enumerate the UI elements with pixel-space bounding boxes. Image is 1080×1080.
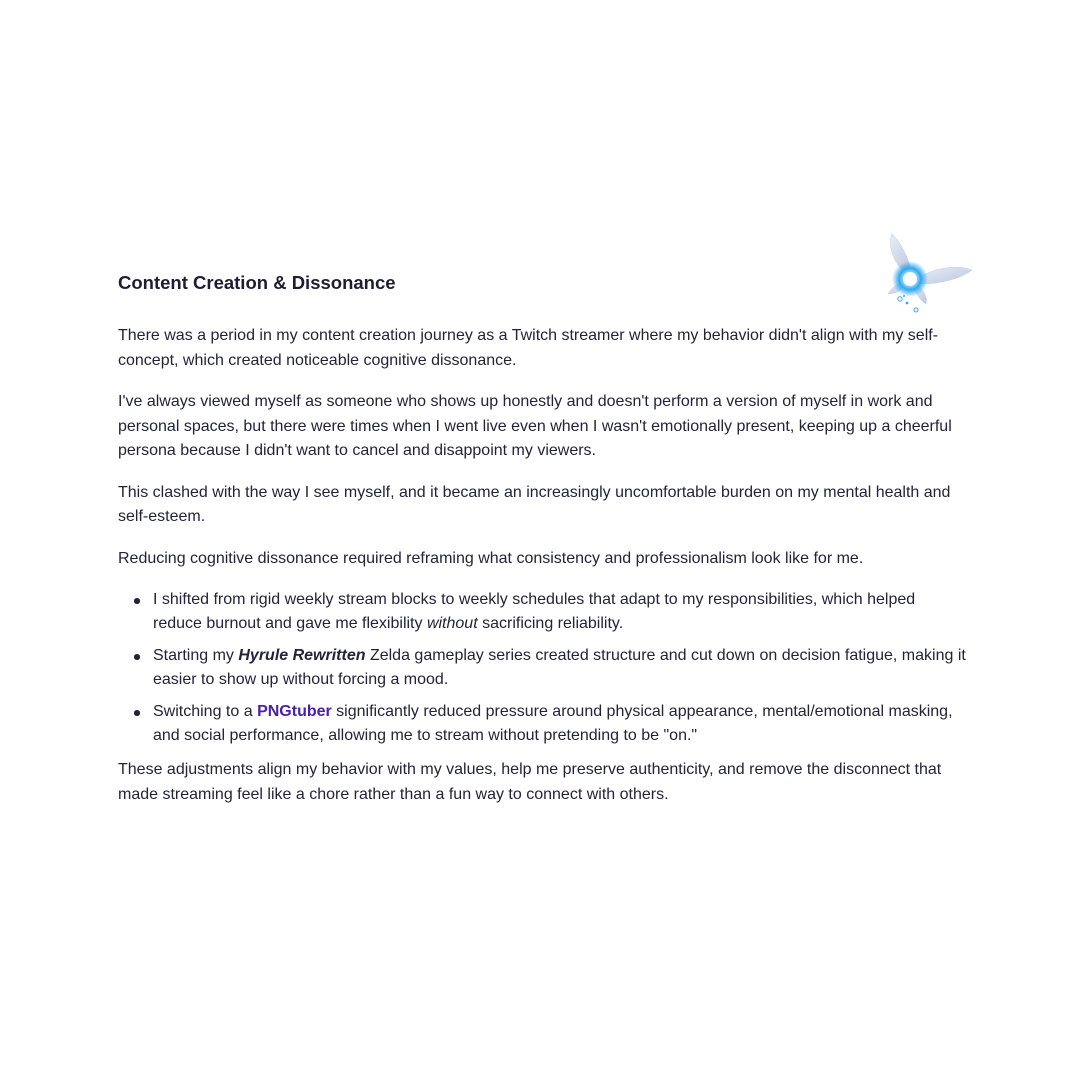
list-item-schedule	[153, 588, 968, 636]
pngtuber-link[interactable]: PNGtuber	[257, 703, 332, 720]
list-item-text: I shifted from rigid weekly stream blocks to weekly schedules that adapt to my responsibilities, which helped reduce burnout and gave me flexibility	[153, 591, 916, 632]
document-body	[118, 270, 968, 824]
paragraph-closing: These adjustments align my behavior with my values, help me preserve authenticity, and remove the disconnect that made streaming feel like a chore rather than a fun way to connect with others.	[118, 761, 942, 803]
paragraph-clash: This clashed with the way I see myself, and it became an increasingly uncomfortable burden on my mental health and self-esteem.	[118, 483, 951, 525]
paragraph-self-view: I've always viewed myself as someone who shows up honestly and doesn't perform a version of myself in work and personal spaces, but there were times when I went live even when I wasn't emotionally present, keeping up a cheerful persona because I didn't want to cancel and disappoint my viewers.	[118, 393, 952, 459]
list-item-text: Switching to a	[153, 703, 258, 720]
list-item-emphasis: without	[426, 615, 478, 632]
list-item-text: Zelda gameplay series created structure and cut down on decision fatigue, making it easier to show up without forcing a mood.	[153, 647, 966, 688]
paragraph-intro: There was a period in my content creation journey as a Twitch streamer where my behavior didn't align with my self-concept, which created noticeable cognitive dissonance.	[118, 327, 939, 369]
series-title: Hyrule Rewritten	[238, 647, 366, 664]
list-item-series	[153, 644, 968, 692]
list-item-text: sacrificing reliability.	[477, 615, 624, 632]
list-item-text: Starting my	[153, 647, 239, 664]
list-item-text: significantly reduced pressure around physical appearance, mental/emotional masking, and social performance, allowing me to stream without pretending to be "on."	[153, 703, 953, 744]
paragraph-reframing: Reducing cognitive dissonance required reframing what consistency and professionalism look like for me.	[118, 549, 864, 567]
fairy-icon	[884, 232, 976, 318]
adjustments-list	[118, 588, 968, 748]
list-item-pngtuber	[153, 700, 968, 748]
section-title: Content Creation & Dissonance	[118, 272, 396, 293]
